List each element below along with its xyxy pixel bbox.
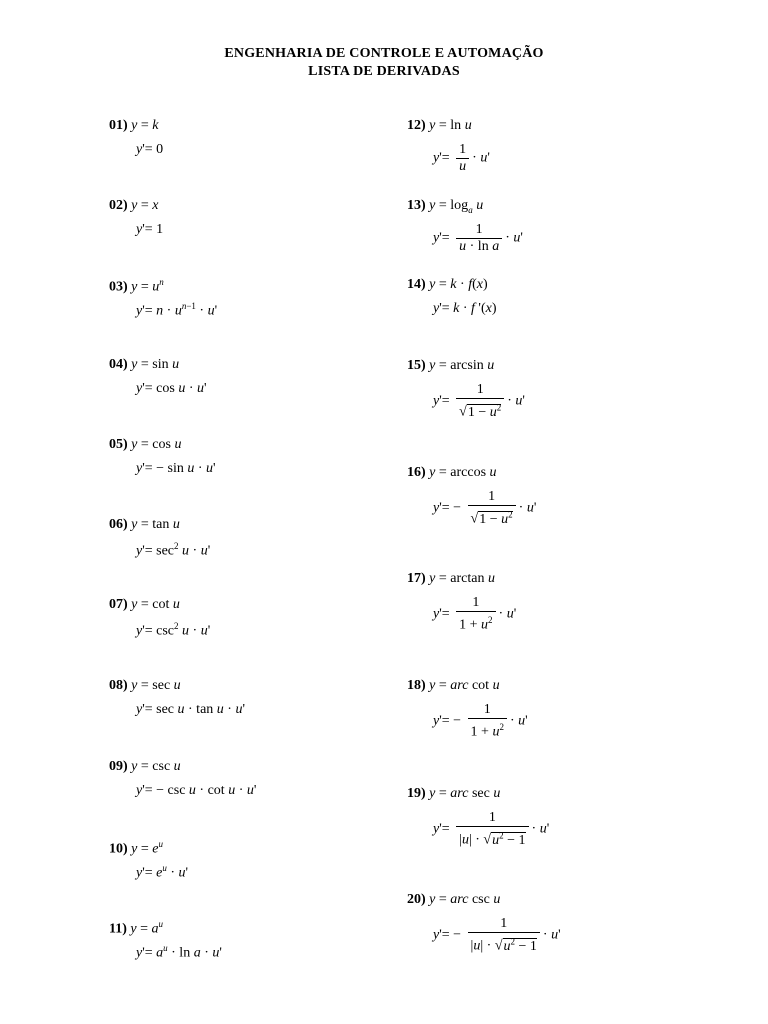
- item-number: 09): [109, 759, 128, 774]
- item-number: 11): [109, 921, 127, 937]
- item-number: 01): [109, 118, 128, 133]
- item-number: 13): [407, 198, 426, 213]
- item-number: 12): [407, 118, 426, 133]
- item-number: 04): [109, 357, 128, 372]
- item-number: 20): [407, 892, 426, 907]
- item-number: 05): [109, 437, 128, 452]
- item-number: 10): [109, 841, 128, 857]
- item-number: 06): [109, 517, 128, 532]
- item-number: 19): [407, 786, 426, 801]
- item-number: 18): [407, 678, 426, 693]
- page-subtitle: LISTA DE DERIVADAS: [308, 64, 460, 79]
- item-number: 03): [109, 279, 128, 295]
- page-title: ENGENHARIA DE CONTROLE E AUTOMAÇÃO: [224, 46, 544, 61]
- item-number: 08): [109, 678, 128, 693]
- item-number: 07): [109, 597, 128, 612]
- item-number: 17): [407, 571, 426, 586]
- item-number: 15): [407, 358, 426, 373]
- item-number: 02): [109, 198, 128, 213]
- item-number: 14): [407, 277, 426, 292]
- item-number: 16): [407, 465, 426, 480]
